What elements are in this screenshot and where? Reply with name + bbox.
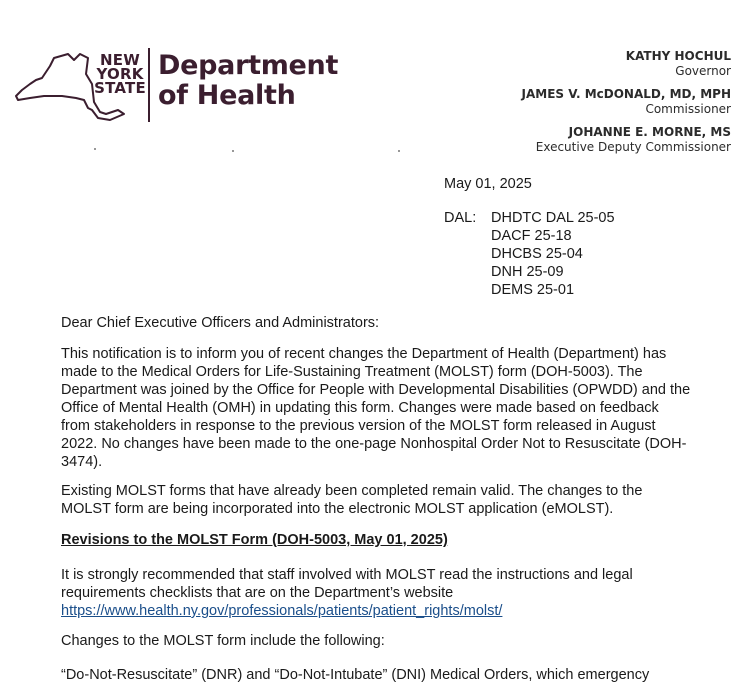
paragraph-dnr-dni: “Do-Not-Resuscitate” (DNR) and “Do-Not-Intubate” (DNI) Medical Orders, which emergency (61, 667, 650, 683)
dal-item: DEMS 25-01 (491, 282, 575, 298)
official-title: Governor (675, 64, 731, 78)
logo-line-new: NEW (100, 51, 140, 69)
dal-label: DAL: (444, 210, 477, 226)
scan-speck (94, 148, 96, 150)
official-name: JAMES V. McDONALD, MD, MPH (521, 87, 731, 101)
salutation: Dear Chief Executive Officers and Administrators: (61, 315, 380, 331)
dal-item: DACF 25-18 (491, 228, 572, 244)
logo-divider (148, 48, 150, 122)
molst-website-link[interactable]: https://www.health.ny.gov/professionals/patients/patient_rights/molst/ (61, 603, 503, 619)
official-name: JOHANNE E. MORNE, MS (568, 125, 731, 139)
dal-item: DHCBS 25-04 (491, 246, 583, 262)
official-name: KATHY HOCHUL (625, 49, 731, 63)
official-commissioner (522, 86, 732, 117)
paragraph-changes-intro: Changes to the MOLST form include the following: (61, 633, 385, 649)
department-name (158, 51, 338, 111)
officials-list (522, 48, 732, 162)
department-line-2: of Health (158, 80, 296, 111)
official-governor (522, 48, 732, 79)
paragraph-recommendation (61, 566, 691, 620)
logo-line-state: STATE (94, 79, 146, 97)
logo-line-york: YORK (96, 65, 144, 83)
letter-date: May 01, 2025 (444, 176, 532, 192)
official-title: Commissioner (645, 102, 731, 116)
paragraph-notification: This notification is to inform you of recent changes the Department of Health (Department) has made to the Medical Orders for Life-Sustaining Treatment (MOLST) form (DOH-5003). The Department was joined by the Office for People with Developmental Disabilities (OPWDD) and the Office of Mental Health (OMH) in updating this form. Changes were made based on feedback from stakeholders in response to the previous version of the MOLST form released in August 2022. No changes have been made to the one-page Nonhospital Order Not to Resuscitate (DOH-3474). (61, 346, 691, 470)
scan-speck (232, 150, 234, 152)
department-line-1: Department (158, 50, 339, 81)
new-york-state-wordmark (94, 53, 146, 95)
nys-doh-logo (14, 44, 339, 124)
dal-item: DHDTC DAL 25-05 (491, 210, 615, 226)
official-executive-deputy (522, 124, 732, 155)
dal-item: DNH 25-09 (491, 264, 564, 280)
paragraph-recommendation-text: It is strongly recommended that staff involved with MOLST read the instructions and legal requirements checklists that are on the Department’s website (61, 567, 633, 601)
official-title: Executive Deputy Commissioner (535, 140, 731, 154)
scan-speck (398, 150, 400, 152)
paragraph-existing-forms: Existing MOLST forms that have already been completed remain valid. The changes to the MOLST form are being incorporated into the electronic MOLST application (eMOLST). (61, 483, 643, 517)
dal-list (491, 209, 615, 299)
section-heading-revisions: Revisions to the MOLST Form (DOH-5003, May 01, 2025) (61, 532, 448, 548)
